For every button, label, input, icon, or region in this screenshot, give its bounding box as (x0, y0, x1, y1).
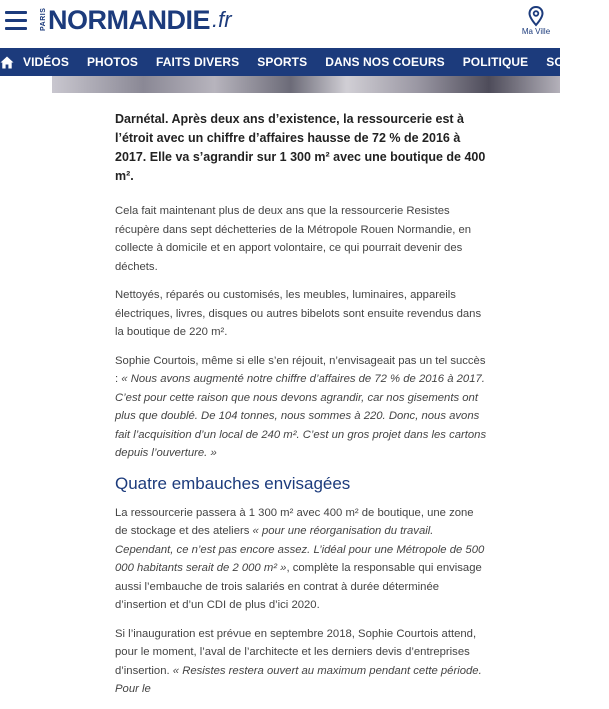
article-paragraph-2: Nettoyés, réparés ou customisés, les meubles, luminaires, appareils électriques, livres, disques ou autres bibelots sont ensuite revendus dans la boutique de 220 m². (115, 289, 482, 338)
article-paragraph-1: Cela fait maintenant plus de deux ans que la ressourcerie Resistes récupère dans sept déchetteries de la Métropole Rouen Normandie, en collecte à domicile et en apport volontaire, ce qui pourrait devenir des déchets. (115, 205, 472, 273)
main-nav (0, 48, 600, 76)
paragraph-text: La ressourcerie passera à 1 300 m² avec 400 m² de boutique, une zone de stockage et des ateliers (115, 506, 474, 537)
nav-item-faits-divers[interactable]: FAITS DIVERS (156, 55, 240, 69)
paragraph-quote: « Nous avons augmenté notre chiffre d’affaires de 72 % de 2016 à 2017. C’est pour cette raison que nous devons agrandir, car nos gisements ont plus que doublé. De 104 tonnes, nous sommes à 220. Donc, nous avons fait l’acquisition d’un local de 240 m². C’est un gros projet dans les cartons depuis l’ouverture. » (115, 373, 487, 459)
paragraph-text: Sophie Courtois, même si elle s’en réjouit, n’envisageait pas un tel succès : (115, 354, 486, 385)
paragraph-text: Si l’inauguration est prévue en septembre 2018, Sophie Courtois attend, pour le moment, l’aval de l’architecte et les derniers devis d’entreprises d’insertion. (115, 627, 477, 677)
paragraph-quote: « pour une réorganisation du travail. Cependant, ce n’est pas encore assez. L’idéal pour une Métropole de 500 000 habitants serait de 2 000 m² » (115, 525, 485, 574)
site-header (0, 0, 560, 48)
article-subheading: Quatre embauches envisagées (115, 473, 351, 493)
logo-tld-text: .fr (212, 7, 232, 32)
article-hero-image (52, 76, 560, 93)
ma-ville-button[interactable] (516, 6, 556, 36)
paragraph-text: , complète la responsable qui envisage aussi l’embauche de trois salariés en contrat à durée déterminée d’insertion et d’un CDI de plus d’ici 2020. (115, 562, 482, 611)
nav-home-button[interactable] (0, 48, 14, 76)
hamburger-menu-icon[interactable] (5, 11, 27, 31)
nav-item-societe[interactable]: SOCIÉTÉ (546, 55, 600, 69)
map-pin-icon (528, 6, 544, 26)
nav-item-videos[interactable]: VIDÉOS (23, 55, 69, 69)
paragraph-quote: « Resistes restera ouvert au maximum pendant cette période. Pour le (115, 664, 482, 695)
article-paragraph-5 (115, 625, 487, 699)
nav-item-photos[interactable]: PHOTOS (86, 55, 139, 69)
site-logo[interactable] (40, 4, 232, 34)
article-body (115, 110, 487, 709)
logo-name-text: NORMANDIE (48, 5, 210, 35)
article-lead: Darnétal. Après deux ans d’existence, la ressourcerie est à l’étroit avec un chiffre d’affaires hausse de 72 % de 2016 à 2017. Elle va s’agrandir sur 1 300 m² avec une boutique de 400 m². (115, 112, 486, 183)
article-paragraph-4 (115, 504, 487, 615)
image-strip-gap (0, 76, 52, 93)
home-icon (0, 56, 14, 69)
nav-item-sports[interactable]: SPORTS (257, 55, 308, 69)
nav-item-dans-nos-coeurs[interactable]: DANS NOS COEURS (325, 55, 445, 69)
article-paragraph-3 (115, 352, 487, 463)
logo-paris-text: PARIS (40, 7, 47, 31)
nav-item-politique[interactable]: POLITIQUE (462, 55, 529, 69)
ma-ville-label: Ma Ville (521, 27, 551, 36)
